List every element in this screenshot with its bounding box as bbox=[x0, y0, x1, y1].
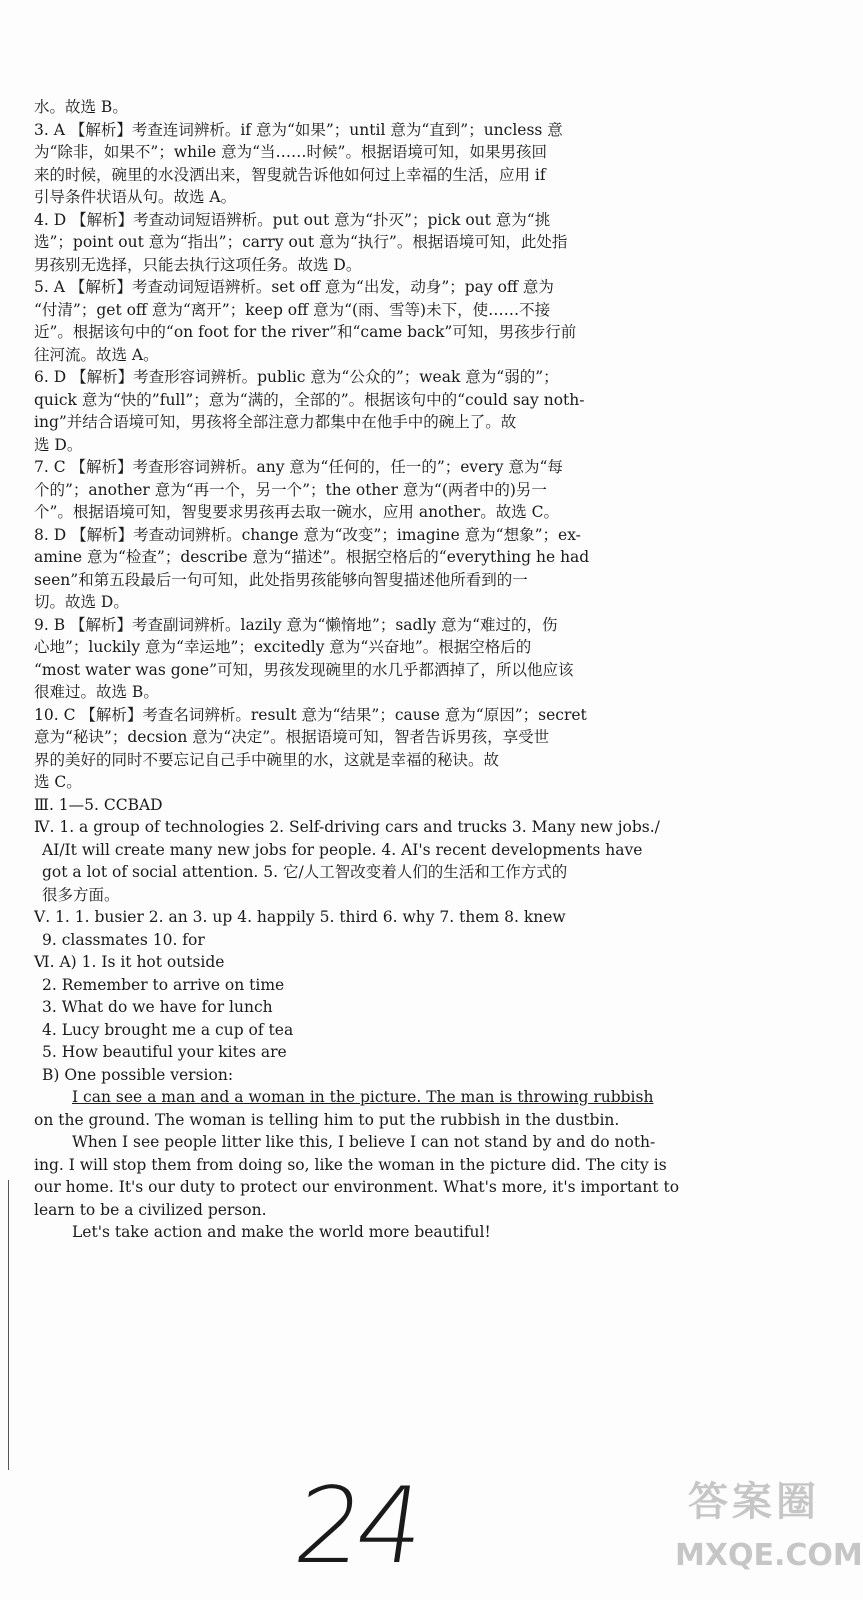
text-line: 9. classmates 10. for bbox=[42, 930, 205, 949]
text-line: 很难过。故选 B。 bbox=[34, 683, 159, 701]
text-line: 8. D 【解析】考查动词辨析。change 意为“改变”；imagine 意为“想象”；ex- bbox=[34, 525, 581, 544]
text-line: 3. What do we have for lunch bbox=[42, 998, 273, 1016]
text-line: 心地”；luckily 意为“幸运地”；excitedly 意为“兴奋地”。根据空格后的 bbox=[34, 638, 532, 656]
text-line: AI/It will create many new jobs for people. 4. AI's recent developments have bbox=[42, 840, 643, 859]
text-line: got a lot of social attention. 5. 它/人工智改变着人们的生活和工作方式的 bbox=[42, 863, 568, 881]
essay-line: on the ground. The woman is telling him to put the rubbish in the dustbin. bbox=[34, 1110, 620, 1129]
text-line: 5. How beautiful your kites are bbox=[42, 1043, 287, 1061]
text-line: 切。故选 D。 bbox=[34, 593, 129, 611]
text-line: amine 意为“检查”；describe 意为“描述”。根据空格后的“everything he had bbox=[34, 548, 590, 566]
text-line: 选 D。 bbox=[34, 435, 83, 454]
watermark-url: MXQE.COM bbox=[675, 1538, 863, 1573]
essay-line: learn to be a civilized person. bbox=[34, 1200, 267, 1219]
text-line: 很多方面。 bbox=[42, 885, 120, 904]
essay-line: our home. It's our duty to protect our environment. What's more, it's important to bbox=[34, 1178, 680, 1196]
text-line: 界的美好的同时不要忘记自己手中碗里的水，这就是幸福的秘诀。故 bbox=[34, 750, 500, 769]
text-line: 男孩别无选择，只能去执行这项任务。故选 D。 bbox=[34, 255, 362, 274]
text-line: seen”和第五段最后一句可知，此处指男孩能够向智叟描述他所看到的一 bbox=[34, 570, 528, 589]
watermark-logo bbox=[675, 1470, 863, 1590]
text-line: “付清”；get off 意为“离开”；keep off 意为“(雨、雪等)未下，使……不接 bbox=[34, 300, 551, 319]
text-line: B) One possible version: bbox=[42, 1065, 234, 1084]
text-line: 4. Lucy brought me a cup of tea bbox=[42, 1020, 294, 1039]
text-line: 意为“秘诀”；decsion 意为“决定”。根据语境可知，智者告诉男孩，享受世 bbox=[34, 728, 550, 746]
section-heading: Ⅵ. A) 1. Is it hot outside bbox=[34, 953, 225, 971]
text-line: 近”。根据该句中的“on foot for the river”和“came back”可知，男孩步行前 bbox=[34, 323, 577, 341]
essay-line: I can see a man and a woman in the picture. The man is throwing rubbish bbox=[72, 1088, 654, 1106]
section-heading: Ⅴ. 1. 1. busier 2. an 3. up 4. happily 5. third 6. why 7. them 8. knew bbox=[34, 908, 566, 926]
text-line: quick 意为“快的”full”；意为“满的，全部的”。根据该句中的“could say noth- bbox=[34, 390, 585, 409]
text-line: 选 C。 bbox=[34, 773, 82, 791]
section-heading: Ⅲ. 1—5. CCBAD bbox=[34, 795, 163, 814]
text-line: ing”并结合语境可知，男孩将全部注意力都集中在他手中的碗上了。故 bbox=[34, 413, 517, 431]
text-line: 3. A 【解析】考查连词辨析。if 意为“如果”；until 意为“直到”；uncless 意 bbox=[34, 120, 563, 139]
text-line: 个的”；another 意为“再一个，另一个”；the other 意为“(两者中的)另一 bbox=[34, 480, 547, 499]
text-line: 7. C 【解析】考查形容词辨析。any 意为“任何的，任一的”；every 意为“每 bbox=[34, 458, 563, 476]
text-line: “most water was gone”可知，男孩发现碗里的水几乎都洒掉了，所以他应该 bbox=[34, 660, 574, 679]
text-line: 引导条件状语从句。故选 A。 bbox=[34, 188, 237, 206]
essay-line: Let's take action and make the world more beautiful! bbox=[72, 1223, 491, 1241]
text-line: 来的时候，碗里的水没洒出来，智叟就告诉他如何过上幸福的生活，应用 if bbox=[34, 165, 546, 184]
text-line: 4. D 【解析】考查动词短语辨析。put out 意为“扑灭”；pick out 意为“挑 bbox=[34, 210, 551, 229]
text-line: 9. B 【解析】考查副词辨析。lazily 意为“懒惰地”；sadly 意为“难过的，伤 bbox=[34, 615, 558, 634]
text-line: 2. Remember to arrive on time bbox=[42, 975, 285, 994]
scan-margin-line bbox=[8, 1180, 9, 1470]
watermark-title: 答案圈 bbox=[688, 1479, 820, 1525]
text-line: 往河流。故选 A。 bbox=[34, 345, 159, 364]
text-line: 选”；point out 意为“指出”；carry out 意为“执行”。根据语境可知，此处指 bbox=[34, 233, 568, 251]
answer-text-block bbox=[34, 96, 680, 1244]
text-line: 6. D 【解析】考查形容词辨析。public 意为“公众的”；weak 意为“弱的”； bbox=[34, 368, 559, 386]
handwritten-page-number: 24 bbox=[287, 1465, 427, 1587]
text-line: 5. A 【解析】考查动词短语辨析。set off 意为“出发，动身”；pay off 意为 bbox=[34, 278, 554, 296]
essay-line: ing. I will stop them from doing so, like the woman in the picture did. The city is bbox=[34, 1155, 667, 1174]
section-heading: Ⅳ. 1. a group of technologies 2. Self-driving cars and trucks 3. Many new jobs./ bbox=[34, 818, 660, 836]
essay-line: When I see people litter like this, I believe I can not stand by and do noth- bbox=[72, 1133, 656, 1151]
text-line: 为“除非，如果不”；while 意为“当……时候”。根据语境可知，如果男孩回 bbox=[34, 143, 547, 161]
text-line: 个”。根据语境可知，智叟要求男孩再去取一碗水，应用 another。故选 C。 bbox=[34, 503, 559, 521]
text-line: 10. C 【解析】考查名词辨析。result 意为“结果”；cause 意为“原因”；secret bbox=[34, 705, 587, 724]
text-line: 水。故选 B。 bbox=[34, 98, 128, 116]
